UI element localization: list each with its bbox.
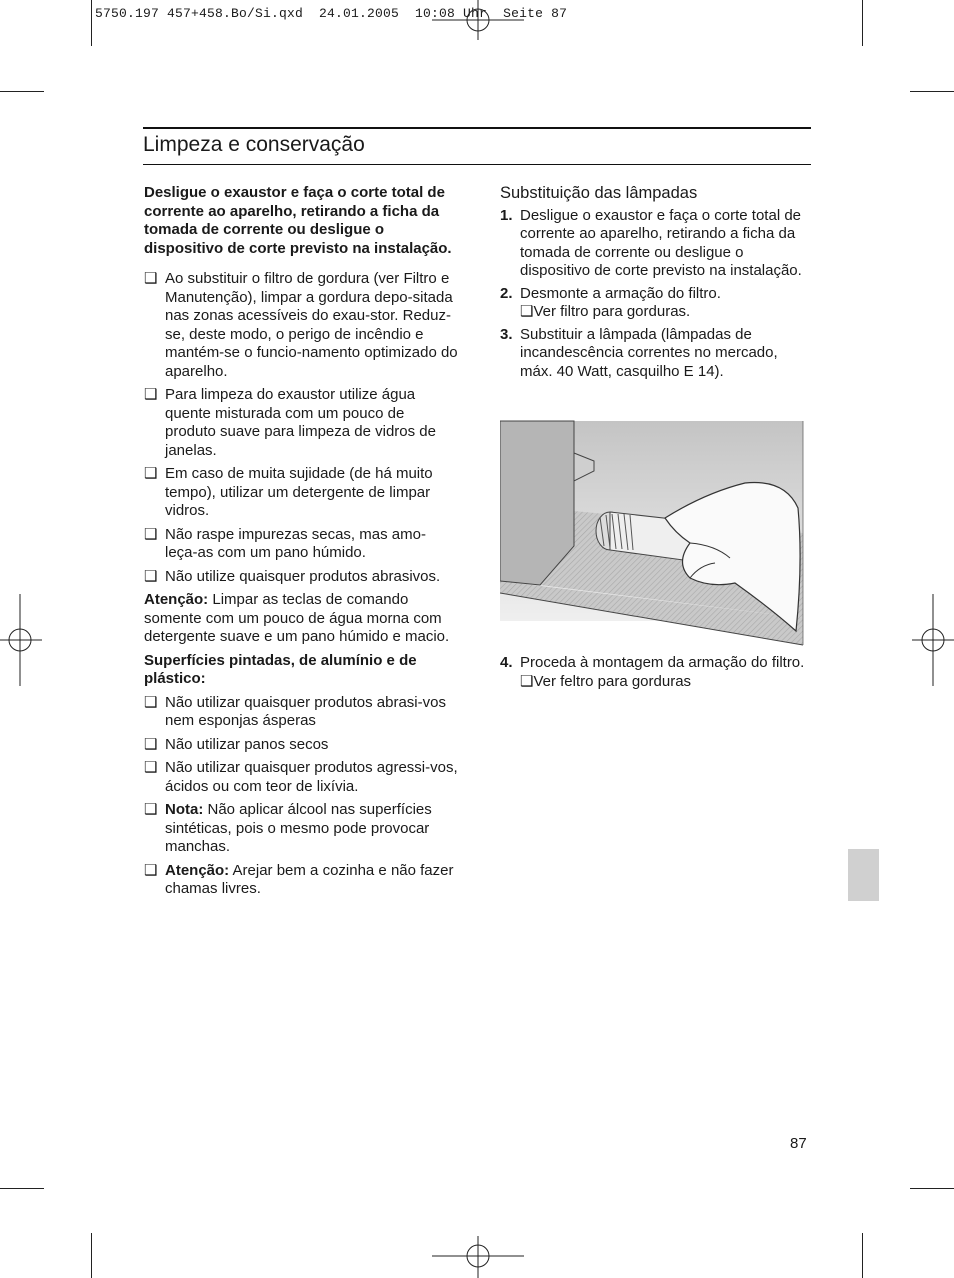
list-item: ❑ Atenção: Arejar bem a cozinha e não fazer chamas livres. bbox=[144, 861, 454, 897]
step-item: 1. Desligue o exaustor e faça o corte total de corrente ao aparelho, retirando a ficha da tomada de corrente ou desligue o dispositivo de corte previsto na instalação. bbox=[500, 206, 802, 279]
attention-paragraph: Atenção: Limpar as teclas de comando somente com um pouco de água morna com detergente suave e um pano húmido e macio. bbox=[144, 591, 450, 645]
registration-mark-right bbox=[912, 594, 954, 686]
list-item: ❑ Não utilize quaisquer produtos abrasivos. bbox=[144, 567, 441, 585]
registration-mark-left bbox=[0, 594, 42, 686]
lamp-replacement-heading: Substituição das lâmpadas bbox=[500, 184, 698, 202]
checkbox-bullet-icon: ❑ bbox=[144, 525, 158, 543]
checkbox-bullet-icon: ❑ bbox=[144, 735, 158, 753]
right-column bbox=[500, 184, 812, 385]
crop-mark bbox=[910, 1188, 954, 1189]
print-slug: 5750.197 457+458.Bo/Si.qxd 24.01.2005 10:08 Uhr Seite 87 bbox=[95, 6, 568, 21]
crop-mark bbox=[0, 1188, 44, 1189]
step-item: 3. Substituir a lâmpada (lâmpadas de incandescência correntes no mercado, máx. 40 Watt, casquilho E 14). bbox=[500, 325, 778, 380]
checkbox-bullet-icon: ❑ bbox=[144, 693, 158, 711]
checkbox-bullet-icon: ❑ bbox=[144, 861, 158, 879]
checkbox-bullet-icon: ❑ bbox=[144, 386, 158, 403]
checkbox-bullet-icon: ❑ bbox=[144, 567, 158, 585]
list-item: ❑ Ao substituir o filtro de gordura (ver Filtro e Manutenção), limpar a gordura depo-sitada nas zonas acessíveis do exau-stor. Reduz-se, deste modo, o perigo de incêndio e mantém-se o funcio-namento optimizado do aparelho. bbox=[144, 270, 458, 380]
chapter-tab-marker bbox=[848, 849, 879, 901]
checkbox-bullet-icon: ❑ bbox=[144, 270, 158, 287]
crop-mark bbox=[910, 91, 954, 92]
crop-mark bbox=[862, 0, 863, 46]
list-item: ❑ Não raspe impurezas secas, mas amo-leça-as com um pano húmido. bbox=[144, 525, 426, 561]
list-item: ❑ Não utilizar quaisquer produtos agressi-vos, ácidos ou com teor de lixívia. bbox=[144, 759, 458, 795]
crop-mark bbox=[91, 1233, 92, 1278]
list-item: ❑ Em caso de muita sujidade (de há muito tempo), utilizar um detergente de limpar vidros. bbox=[144, 465, 433, 519]
left-column bbox=[144, 184, 458, 904]
safety-intro: Desligue o exaustor e faça o corte total de corrente ao aparelho, retirando a ficha da tomada de corrente ou desligue o dispositivo de corte previsto na instalação. bbox=[144, 184, 452, 257]
surfaces-heading: Superfícies pintadas, de alumínio e de plástico: bbox=[144, 651, 417, 687]
list-item: ❑ Para limpeza do exaustor utilize água quente misturada com um pouco de produto suave para limpeza de vidros de janelas. bbox=[144, 386, 436, 459]
crop-mark bbox=[91, 0, 92, 46]
lamp-replacement-illustration bbox=[500, 413, 805, 650]
registration-mark-top bbox=[432, 0, 524, 42]
title-rule-bottom bbox=[143, 164, 811, 165]
list-item: ❑ Nota: Não aplicar álcool nas superfícies sintéticas, pois o mesmo pode provocar manchas. bbox=[144, 801, 432, 855]
checkbox-bullet-icon: ❑ bbox=[144, 801, 158, 818]
step-item: 4. Proceda à montagem da armação do filtro. ❑Ver feltro para gorduras bbox=[500, 654, 805, 690]
checkbox-bullet-icon: ❑ bbox=[144, 465, 158, 482]
checkbox-bullet-icon: ❑ bbox=[520, 672, 534, 690]
registration-mark-bottom bbox=[432, 1236, 524, 1278]
checkbox-bullet-icon: ❑ bbox=[144, 759, 158, 776]
list-item: ❑ Não utilizar quaisquer produtos abrasi-vos nem esponjas ásperas bbox=[144, 693, 446, 729]
right-column-lower bbox=[500, 654, 812, 695]
page-number: 87 bbox=[790, 1135, 807, 1152]
step-item: 2. Desmonte a armação do filtro. ❑Ver filtro para gorduras. bbox=[500, 284, 721, 320]
page-title: Limpeza e conservação bbox=[143, 133, 365, 156]
crop-mark bbox=[0, 91, 44, 92]
list-item: ❑ Não utilizar panos secos bbox=[144, 735, 329, 753]
checkbox-bullet-icon: ❑ bbox=[520, 303, 534, 320]
crop-mark bbox=[862, 1233, 863, 1278]
title-rule-top bbox=[143, 127, 811, 129]
